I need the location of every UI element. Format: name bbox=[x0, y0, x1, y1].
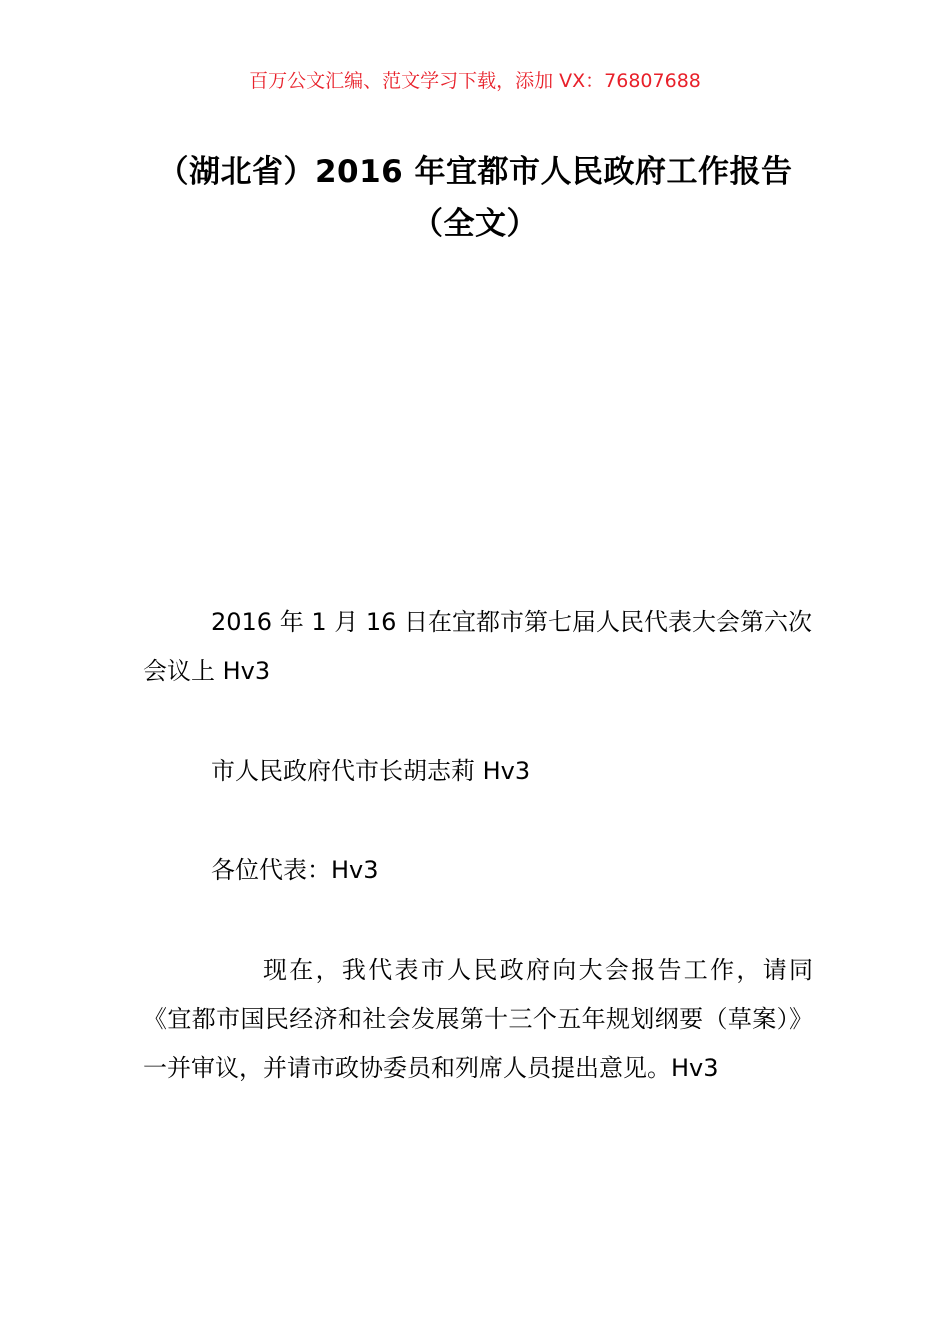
paragraph-opening: 现在，我代表市人民政府向大会报告工作，请同《宜都市国民经济和社会发展第十三个五年规划纲要（草案）》一并审议，并请市政协委员和列席人员提出意见。Hv3 bbox=[143, 956, 813, 1082]
paragraph-speaker: 市人民政府代市长胡志莉 Hv3 bbox=[211, 757, 531, 785]
paragraph-meeting-info: 2016 年 1 月 16 日在宜都市第七届人民代表大会第六次会议上 Hv3 bbox=[143, 608, 813, 685]
paragraph-salutation: 各位代表：Hv3 bbox=[211, 856, 379, 884]
header-note: 百万公文汇编、范文学习下载，添加 VX：76807688 bbox=[249, 70, 701, 92]
document-title: （湖北省）2016 年宜都市人民政府工作报告（全文） bbox=[157, 154, 793, 242]
